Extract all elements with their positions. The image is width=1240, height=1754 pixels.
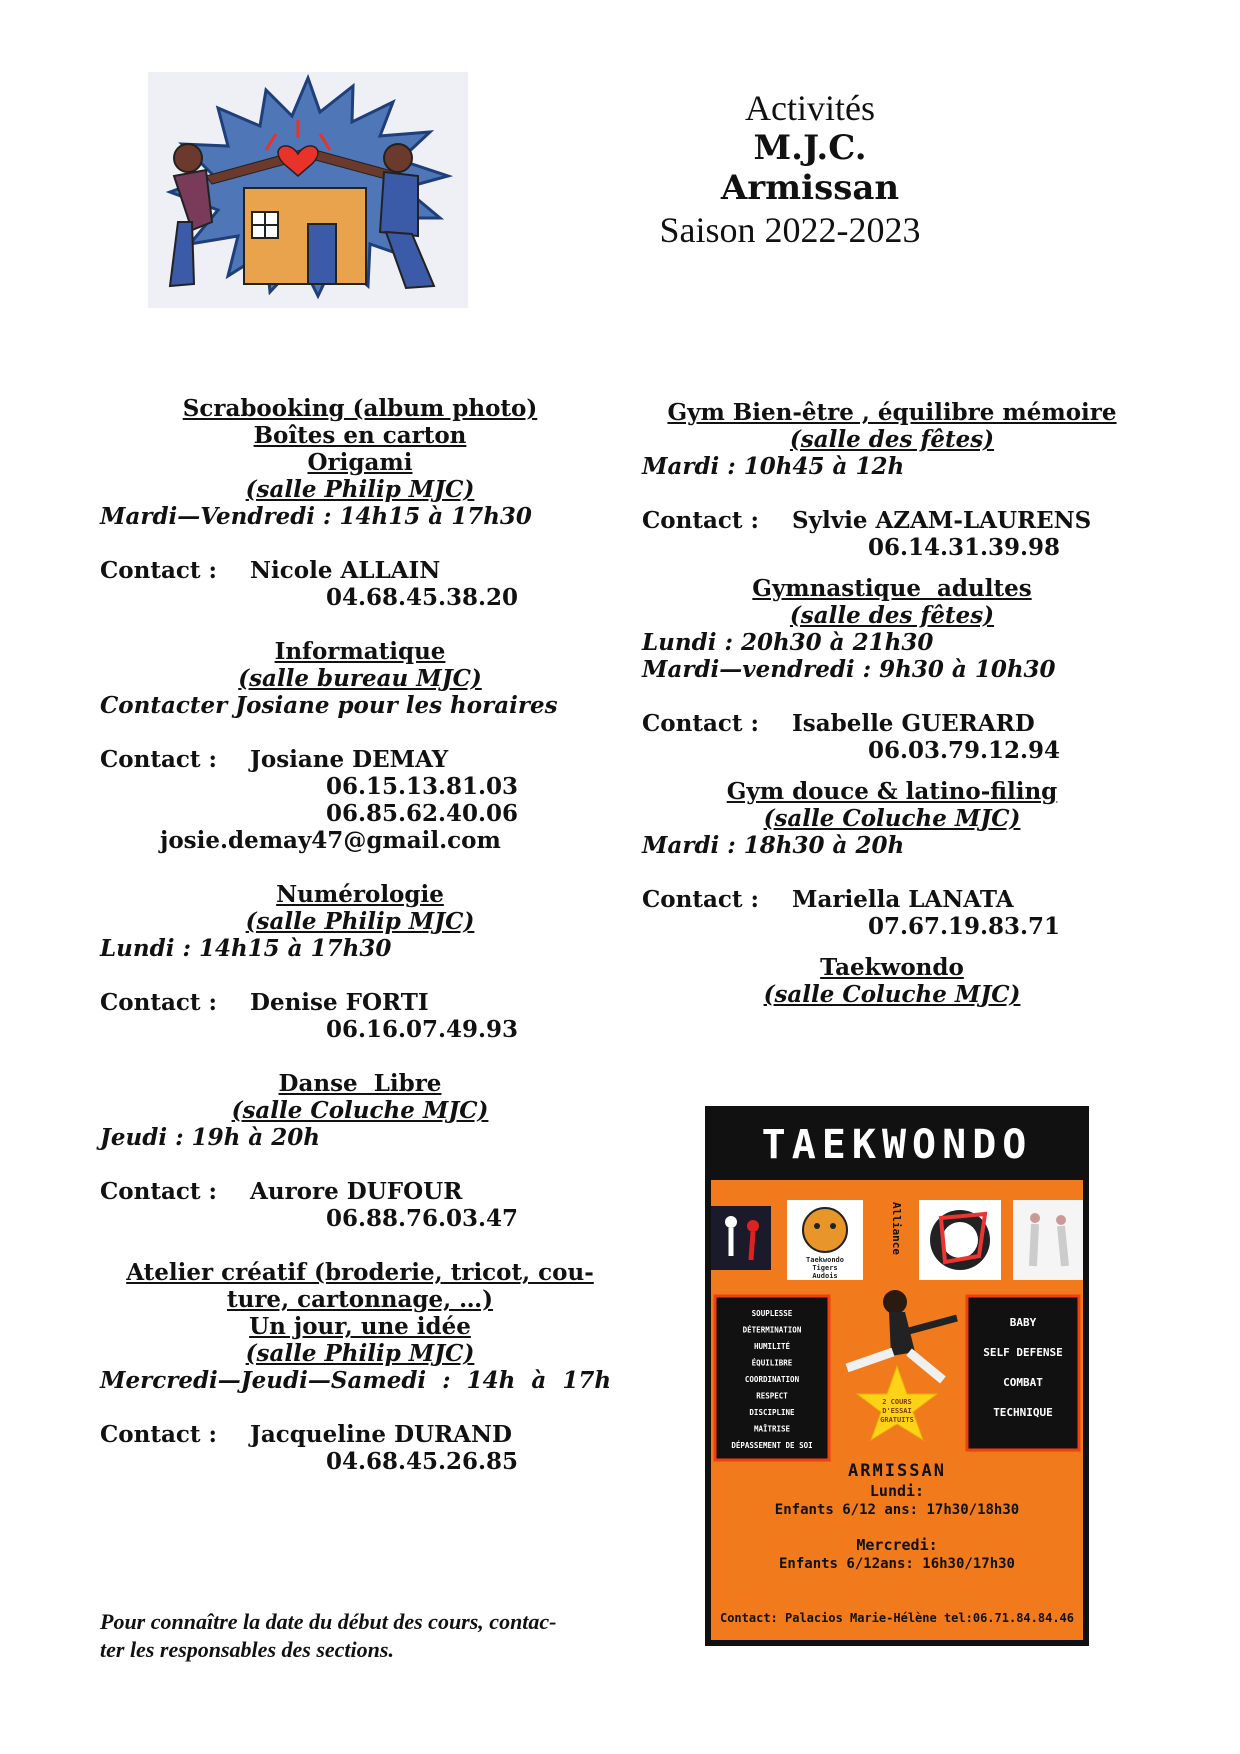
section-schedule: Mardi—vendredi : 9h30 à 10h30: [642, 656, 1056, 683]
tiger-caption: Audois: [812, 1272, 838, 1280]
contact-name: Jacqueline DURAND: [250, 1421, 512, 1448]
contact-row: [100, 746, 620, 773]
poster-title: TAEKWONDO: [761, 1122, 1033, 1168]
poster-day: Lundi:: [869, 1482, 925, 1500]
section-room: (salle Philip MJC): [245, 1340, 475, 1367]
section-taekwondo: [642, 954, 1142, 1008]
contact-phone: 04.68.45.26.85: [326, 1448, 519, 1475]
section-room: (salle des fêtes): [789, 426, 995, 453]
contact-row: [100, 1178, 620, 1205]
left-column: [100, 395, 620, 1475]
section-schedule: Lundi : 20h30 à 21h30: [642, 629, 934, 656]
contact-row: [100, 557, 620, 584]
contact-row: [642, 507, 1142, 534]
section-title: Taekwondo: [820, 954, 964, 981]
poster-value-item: COORDINATION: [744, 1375, 800, 1384]
section-schedule: Contacter Josiane pour les horaires: [100, 692, 558, 719]
page-header: [600, 88, 1020, 252]
section-schedule: Jeudi : 19h à 20h: [100, 1124, 320, 1151]
section-title: Gymnastique adultes: [752, 575, 1032, 602]
section-title: Un jour, une idée: [249, 1313, 471, 1340]
section-title: Gym Bien-être , équilibre mémoire: [667, 399, 1117, 426]
section-scrapbooking: [100, 395, 620, 611]
contact-phone: 04.68.45.38.20: [326, 584, 519, 611]
poster-day: Mercredi:: [856, 1536, 938, 1554]
contact-label: Contact :: [642, 886, 760, 913]
contact-label: Contact :: [100, 989, 218, 1016]
mjc-logo: [148, 72, 468, 308]
section-informatique: [100, 638, 620, 854]
header-activities: Activités: [745, 88, 875, 128]
poster-value-item: MAÎTRISE: [753, 1424, 791, 1434]
section-danse: [100, 1070, 620, 1232]
alliance-label: Alliance: [890, 1202, 903, 1255]
section-schedule: Mardi : 10h45 à 12h: [642, 453, 905, 480]
section-room: (salle Coluche MJC): [763, 805, 1021, 832]
contact-label: Contact :: [100, 746, 218, 773]
contact-email: josie.demay47@gmail.com: [160, 827, 501, 854]
poster-level-item: SELF DEFENSE: [983, 1346, 1063, 1359]
contact-phone: 06.03.79.12.94: [868, 737, 1061, 764]
contact-label: Contact :: [642, 710, 760, 737]
poster-value-item: DÉPASSEMENT DE SOI: [731, 1441, 813, 1450]
header-town: Armissan: [720, 168, 900, 208]
contact-row: [100, 989, 620, 1016]
contact-phone: 06.88.76.03.47: [326, 1205, 519, 1232]
section-numerologie: [100, 881, 620, 1043]
section-title: Danse Libre: [278, 1070, 442, 1097]
tiger-caption: Taekwondo: [806, 1256, 844, 1264]
poster-slot: Enfants 6/12 ans: 17h30/18h30: [774, 1502, 1020, 1518]
contact-phone: 07.67.19.83.71: [868, 913, 1061, 940]
contact-label: Contact :: [100, 557, 218, 584]
poster-value-item: DÉTERMINATION: [742, 1325, 802, 1335]
section-title: Gym douce & latino-filing: [726, 778, 1058, 805]
section-room: (salle Coluche MJC): [763, 981, 1021, 1008]
kids-photo: [1013, 1200, 1083, 1280]
footnote: [100, 1608, 630, 1664]
contact-label: Contact :: [100, 1178, 218, 1205]
section-title: ture, cartonnage, …): [226, 1286, 494, 1313]
header-mjc: M.J.C.: [753, 128, 867, 168]
section-schedule: Lundi : 14h15 à 17h30: [100, 935, 392, 962]
section-room: (salle Philip MJC): [245, 476, 475, 503]
poster-value-item: SOUPLESSE: [751, 1309, 793, 1318]
header-season: Saison 2022-2023: [659, 210, 921, 250]
right-column: [642, 399, 1142, 1008]
poster-contact: Contact: Palacios Marie-Hélène tel:06.71.84.84.46: [719, 1611, 1075, 1625]
poster-town: ARMISSAN: [848, 1461, 946, 1481]
section-schedule: Mardi—Vendredi : 14h15 à 17h30: [100, 503, 532, 530]
contact-name: Sylvie AZAM-LAURENS: [792, 507, 1092, 534]
poster-value-item: HUMILITÉ: [753, 1342, 791, 1351]
contact-name: Aurore DUFOUR: [250, 1178, 463, 1205]
section-schedule: Mardi : 18h30 à 20h: [642, 832, 905, 859]
poster-level-item: BABY: [1009, 1316, 1037, 1329]
poster-value-item: DISCIPLINE: [749, 1408, 795, 1417]
contact-label: Contact :: [100, 1421, 218, 1448]
section-title: Scrabooking (album photo): [182, 395, 538, 422]
section-title: Boîtes en carton: [253, 422, 467, 449]
contact-phone: 06.15.13.81.03: [326, 773, 519, 800]
contact-name: Nicole ALLAIN: [250, 557, 441, 584]
section-title: Informatique: [274, 638, 446, 665]
house-door: [308, 224, 336, 284]
section-title: Atelier créatif (broderie, tricot, cou-: [126, 1259, 594, 1286]
taekwondo-poster: [705, 1106, 1089, 1646]
contact-phone: 06.14.31.39.98: [868, 534, 1061, 561]
star-text: GRATUITS: [880, 1416, 914, 1424]
contact-row: [642, 886, 1142, 913]
section-room: (salle Coluche MJC): [231, 1097, 489, 1124]
footnote-line: Pour connaître la date du début des cours, contac-: [100, 1609, 557, 1634]
section-title: Origami: [307, 449, 413, 476]
section-room: (salle bureau MJC): [238, 665, 482, 692]
contact-label: Contact :: [642, 507, 760, 534]
poster-value-item: ÉQUILIBRE: [751, 1358, 793, 1368]
star-text: 2 COURS: [882, 1398, 912, 1406]
poster-level-item: TECHNIQUE: [993, 1406, 1053, 1419]
section-atelier: [100, 1259, 620, 1475]
section-gym-bien-etre: [642, 399, 1142, 561]
tiger-caption: Tigers: [812, 1264, 838, 1272]
section-gymnastique-adultes: [642, 575, 1142, 764]
contact-row: [642, 710, 1142, 737]
poster-slot: Enfants 6/12ans: 16h30/17h30: [778, 1556, 1016, 1572]
contact-phone: 06.16.07.49.93: [326, 1016, 519, 1043]
section-schedule: Mercredi—Jeudi—Samedi : 14h à 17h: [100, 1367, 612, 1394]
fighters-photo: [711, 1206, 771, 1270]
contact-name: Denise FORTI: [250, 989, 429, 1016]
poster-value-item: RESPECT: [756, 1391, 788, 1401]
contact-name: Isabelle GUERARD: [792, 710, 1035, 737]
section-title: Numérologie: [276, 881, 444, 908]
section-gym-douce: [642, 778, 1142, 940]
contact-name: Mariella LANATA: [792, 886, 1014, 913]
footnote-line: ter les responsables des sections.: [100, 1637, 394, 1662]
contact-phone: 06.85.62.40.06: [326, 800, 519, 827]
kicker-head: [883, 1290, 907, 1314]
section-room: (salle Philip MJC): [245, 908, 475, 935]
poster-level-item: COMBAT: [1003, 1376, 1043, 1389]
contact-row: [100, 1421, 620, 1448]
star-text: D'ESSAI: [882, 1407, 912, 1415]
section-room: (salle des fêtes): [789, 602, 995, 629]
contact-name: Josiane DEMAY: [250, 746, 449, 773]
